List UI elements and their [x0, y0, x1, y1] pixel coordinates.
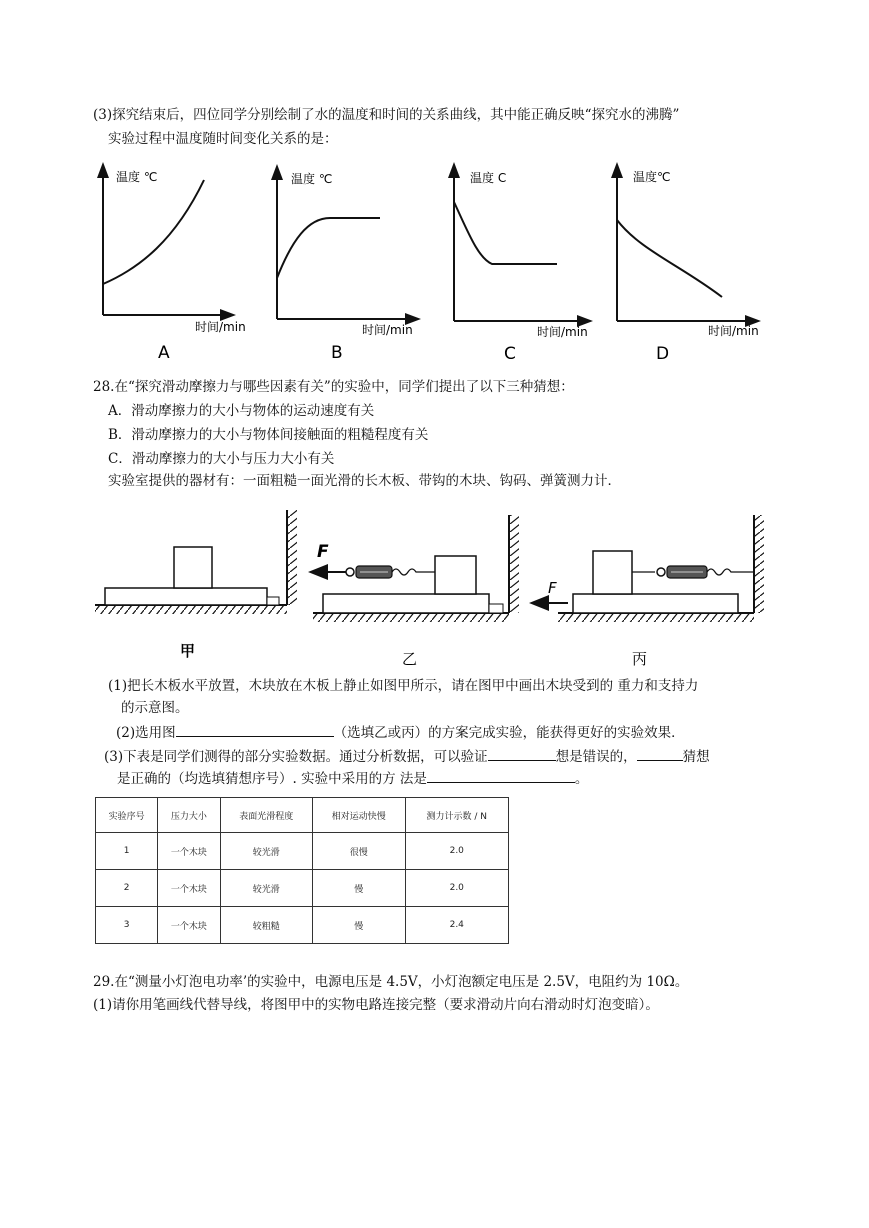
- bing-board: [573, 594, 738, 613]
- q28-option-a: A．滑动摩擦力的大小与物体的运动速度有关: [108, 403, 375, 419]
- yi-board: [323, 594, 489, 613]
- bing-block: [593, 551, 632, 594]
- graph-b: [277, 171, 413, 363]
- table-cell: 一个木块: [158, 870, 220, 907]
- table-cell: 较光滑: [220, 870, 313, 907]
- graph-b-ylabel: 温度 ℃: [291, 172, 333, 186]
- q28-part2: [116, 722, 685, 742]
- table-cell: 2: [96, 870, 158, 907]
- jia-block: [174, 547, 212, 588]
- q29-stem: 29.在“测量小灯泡电功率’的实验中，电源电压是 4.5V，小灯泡额定电压是 2.5V，电阻约为 10Ω。: [93, 974, 689, 990]
- q28-option-b: B．滑动摩擦力的大小与物体间接触面的粗糙程度有关: [108, 427, 429, 443]
- graph-c: [454, 170, 588, 364]
- graph-d-curve: [617, 220, 722, 297]
- table-header: 表面光滑程度: [220, 798, 313, 833]
- table-row: [96, 833, 509, 870]
- q28-part1-line1: (1)把长木板水平放置，木块放在木板上静止如图甲所示，请在图甲中画出木块受到的 重力和支持力: [108, 678, 699, 694]
- graph-b-xlabel: 时间/min: [362, 323, 413, 337]
- table-header-row: [96, 798, 509, 833]
- table-cell: 慢: [313, 907, 406, 944]
- table-row: [96, 870, 509, 907]
- graph-a-curve: [103, 180, 204, 284]
- q28-part3-e: 。: [574, 771, 589, 787]
- graph-a-xlabel: 时间/min: [195, 320, 246, 334]
- table-cell: 一个木块: [158, 833, 220, 870]
- q28-option-c: C．滑动摩擦力的大小与压力大小有关: [108, 451, 335, 467]
- q28-part2-pre: (2)选用图: [116, 725, 176, 741]
- graph-a-ylabel: 温度 ℃: [116, 170, 158, 184]
- q28-part3-line2: [117, 768, 588, 788]
- table-cell: 3: [96, 907, 158, 944]
- table-header: 实验序号: [96, 798, 158, 833]
- graph-c-letter: C: [504, 344, 516, 364]
- yi-force-label: F: [317, 542, 329, 562]
- table-cell: 1: [96, 833, 158, 870]
- bing-force-label: F: [548, 579, 557, 597]
- label-bing: 丙: [632, 650, 648, 668]
- graph-d-ylabel: 温度℃: [633, 170, 671, 184]
- q28-part3-d: 是正确的（均选填猜想序号）. 实验中采用的方 法是: [117, 771, 427, 787]
- graph-c-xlabel: 时间/min: [537, 325, 588, 339]
- q28-part3-a: (3)下表是同学们测得的部分实验数据。通过分析数据，可以验证: [104, 749, 488, 765]
- q28-stem: 28.在“探究滑动摩擦力与哪些因素有关”的实验中，同学们提出了以下三种猜想：: [93, 379, 574, 395]
- jia-board: [105, 588, 267, 605]
- graph-d-letter: D: [656, 344, 670, 364]
- table-cell: 2.4: [405, 907, 508, 944]
- graph-b-letter: B: [331, 343, 343, 363]
- table-cell: 较光滑: [220, 833, 313, 870]
- temperature-graphs: [0, 160, 869, 370]
- q27-3-line2: 实验过程中温度随时间变化关系的是：: [108, 131, 338, 147]
- graph-c-curve: [454, 202, 557, 264]
- data-table: [95, 797, 509, 944]
- friction-setup-figures: [0, 500, 869, 670]
- graph-d-xlabel: 时间/min: [708, 324, 759, 338]
- table-header: 压力大小: [158, 798, 220, 833]
- table-cell: 较粗糙: [220, 907, 313, 944]
- table-cell: 一个木块: [158, 907, 220, 944]
- q28-part2-post: （选填乙或丙）的方案完成实验，能获得更好的实验效果．: [333, 725, 685, 741]
- table-cell: 2.0: [405, 870, 508, 907]
- yi-block: [435, 556, 476, 594]
- q28-part3-b: 想是错误的，: [555, 749, 637, 765]
- q28-part3-blank-method[interactable]: [427, 768, 575, 783]
- q29-part1: (1)请你用笔画线代替导线，将图甲中的实物电路连接完整（要求滑动片向右滑动时灯泡变暗）。: [93, 997, 659, 1013]
- figure-yi: [312, 515, 519, 668]
- figure-jia: [95, 510, 297, 660]
- graph-c-ylabel: 温度 C: [470, 171, 507, 185]
- q28-part3-blank-correct[interactable]: [637, 746, 683, 761]
- q28-part3-blank-wrong[interactable]: [488, 746, 556, 761]
- table-header: 相对运动快慢: [313, 798, 406, 833]
- q28-part2-answer-blank[interactable]: [176, 722, 334, 737]
- q27-3-line1: (3)探究结束后，四位同学分别绘制了水的温度和时间的关系曲线，其中能正确反映“探究水的沸腾”: [93, 107, 680, 123]
- figure-bing: [533, 515, 764, 668]
- q28-part3-c: 猜想: [682, 749, 710, 765]
- q28-part3-line1: [104, 746, 710, 766]
- table-row: [96, 907, 509, 944]
- graph-a: [103, 169, 246, 363]
- graph-a-letter: A: [158, 343, 170, 363]
- graph-d: [617, 169, 759, 364]
- table-header: 测力计示数 / N: [405, 798, 508, 833]
- table-cell: 慢: [313, 870, 406, 907]
- q28-equipment: 实验室提供的器材有：一面粗糙一面光滑的长木板、带钩的木块、钩码、弹簧测力计．: [108, 473, 621, 489]
- label-yi: 乙: [402, 650, 418, 668]
- graph-b-curve: [277, 218, 380, 278]
- table-cell: 很慢: [313, 833, 406, 870]
- q28-part1-line2: 的示意图。: [121, 700, 189, 716]
- label-jia: 甲: [180, 642, 196, 660]
- table-cell: 2.0: [405, 833, 508, 870]
